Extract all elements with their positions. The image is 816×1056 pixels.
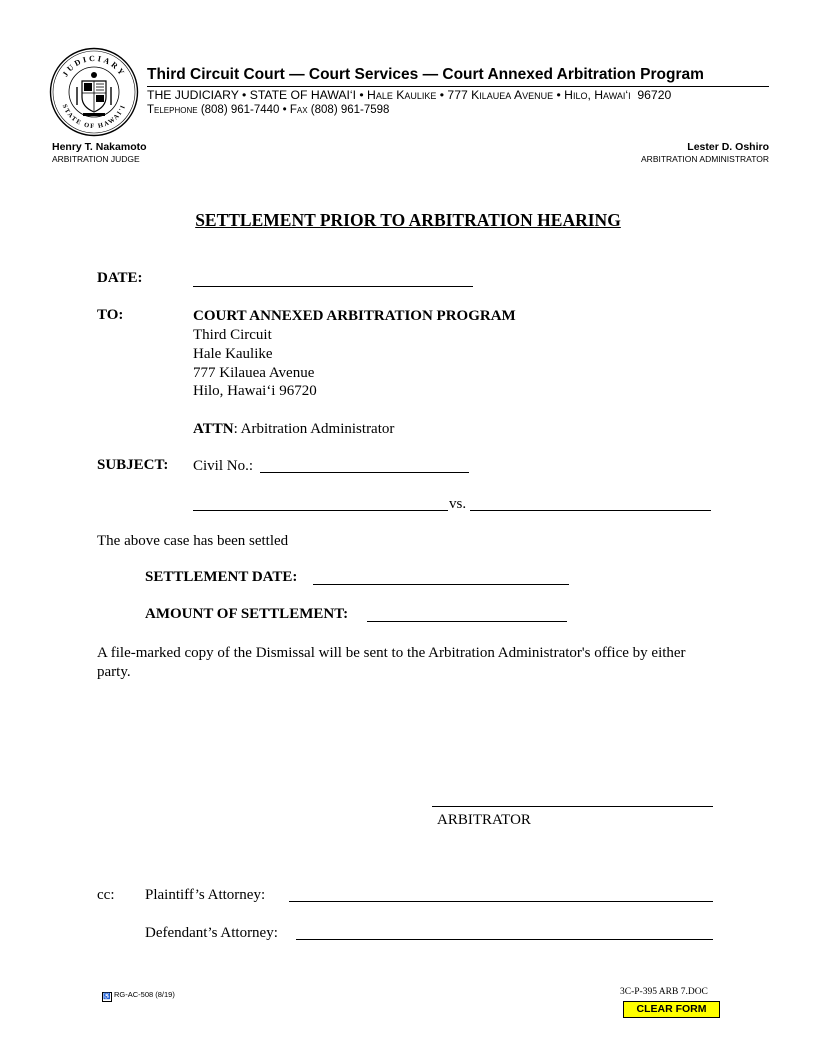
- form-code-text: RG-AC-508 (8/19): [114, 990, 175, 999]
- settlement-amount-field[interactable]: [367, 621, 567, 622]
- to-program: COURT ANNEXED ARBITRATION PROGRAM: [193, 308, 516, 324]
- phone-label: Telephone: [147, 104, 198, 116]
- settlement-amount-label: AMOUNT OF SETTLEMENT:: [145, 606, 349, 622]
- to-circuit: Third Circuit: [193, 327, 272, 343]
- court-contact-line: Telephone (808) 961-7440 • Fax (808) 961-7598: [147, 104, 390, 116]
- judiciary-seal: [49, 47, 139, 137]
- dismissal-notice: A file-marked copy of the Dismissal will be sent to the Arbitration Administrator's office by either party.: [97, 645, 686, 680]
- fax-label: Fax: [289, 104, 308, 116]
- vs-label: vs.: [449, 496, 467, 512]
- defendant-party-field[interactable]: [470, 510, 711, 511]
- to-label: TO:: [97, 307, 124, 323]
- settled-statement: The above case has been settled: [97, 533, 289, 549]
- attn-line: [193, 420, 394, 439]
- plaintiff-party-field[interactable]: [193, 510, 448, 511]
- cc-label: cc:: [97, 887, 115, 903]
- seal-top-text: JUDICIARY: [60, 53, 128, 79]
- plaintiff-attorney-field[interactable]: [289, 901, 713, 902]
- court-zip: 96720: [637, 88, 672, 102]
- arbitrator-label: ARBITRATOR: [437, 812, 531, 828]
- court-title: Third Circuit Court — Court Services — Court Annexed Arbitration Program: [147, 66, 704, 83]
- document-title-text: SETTLEMENT PRIOR TO ARBITRATION HEARING: [195, 210, 621, 230]
- form-code: [102, 990, 175, 1002]
- date-field[interactable]: [193, 286, 473, 287]
- attn-label: ATTN: [193, 421, 234, 437]
- admin-name: Lester D. Oshiro: [687, 141, 769, 153]
- court-address-line: [147, 88, 671, 102]
- defendant-attorney-label: Defendant’s Attorney:: [145, 925, 278, 941]
- arbitrator-signature-line[interactable]: [432, 806, 713, 807]
- fax-number: (808) 961-7598: [310, 104, 390, 116]
- accessibility-icon: ♿: [103, 994, 111, 1000]
- settlement-date-field[interactable]: [313, 584, 569, 585]
- document-title: [0, 210, 816, 231]
- to-building: Hale Kaulike: [193, 346, 273, 362]
- phone-number: (808) 961-7440: [200, 104, 280, 116]
- civil-no-label: Civil No.:: [193, 458, 254, 474]
- doc-code: 3C-P-395 ARB 7.DOC: [620, 987, 708, 997]
- header-rule: [147, 86, 769, 87]
- civil-no-field[interactable]: [260, 472, 469, 473]
- judge-name: Henry T. Nakamoto: [52, 141, 147, 153]
- attn-value: : Arbitration Administrator: [233, 421, 395, 437]
- plaintiff-attorney-label: Plaintiff’s Attorney:: [145, 887, 266, 903]
- clear-form-button[interactable]: CLEAR FORM: [623, 1001, 720, 1018]
- to-street: 777 Kilauea Avenue: [193, 365, 315, 381]
- date-label: DATE:: [97, 270, 143, 286]
- to-city: Hilo, Hawai‘i 96720: [193, 383, 317, 399]
- settlement-date-label: SETTLEMENT DATE:: [145, 569, 298, 585]
- defendant-attorney-field[interactable]: [296, 939, 713, 940]
- court-address: Hale Kaulike • 777 Kilauea Avenue • Hilo, Hawai‘i: [367, 88, 631, 102]
- judge-title: ARBITRATION JUDGE: [52, 154, 140, 164]
- admin-title: ARBITRATION ADMINISTRATOR: [641, 154, 769, 164]
- seal-bottom-text: STATE OF HAWAI'I: [60, 103, 128, 131]
- judiciary-label: THE JUDICIARY • STATE OF HAWAI‘I •: [147, 88, 368, 102]
- subject-label: SUBJECT:: [97, 457, 169, 473]
